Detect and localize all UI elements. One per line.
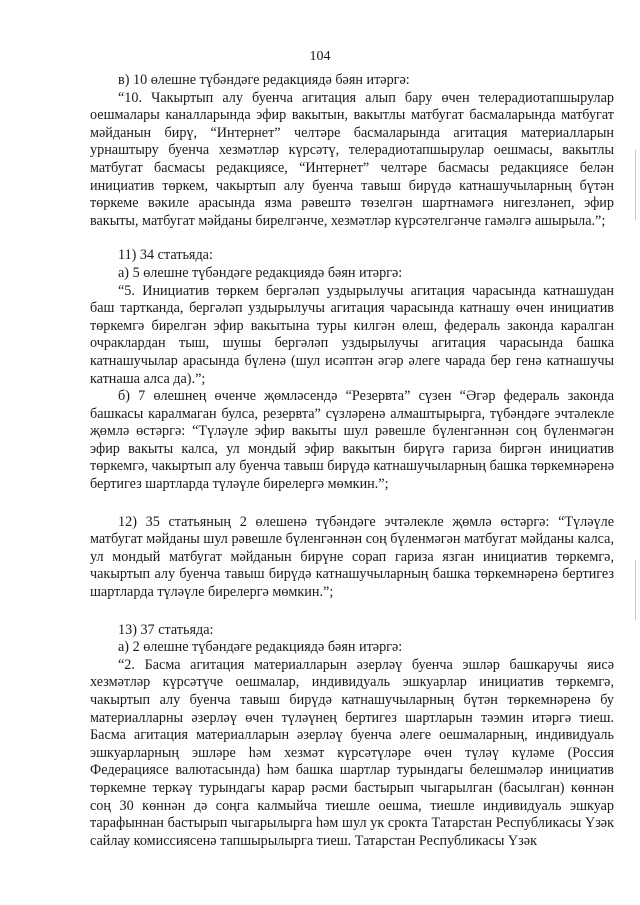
- document-body: [90, 72, 614, 850]
- scan-margin-mark: [635, 560, 636, 620]
- paragraph-article-34: 11) 34 статьяда:: [118, 247, 213, 264]
- paragraph-item-b-34: б) 7 өлешнең өченче җөмләсендә “Резервта” сүзен “Әгәр федераль законда башкасы каралмаган булса, резервта” сүзләренә алмаштырырга, түбәндәге эчтәлекле җөмлә өстәргә: “Түләүле эфир вакыты шул рәвешле бүленгәннән соң бүленмәгән эфир вакыты калса, ул мондый эфир вакытын бирүгә гариза биргән инициатив төркемгә, чакыртып алу буенча тавыш бирүдә катнашучыларның башка төркемнәренә бертигез шартларда түләүле бирелергә мөмкин.”;: [90, 388, 614, 493]
- page-number: 104: [309, 49, 331, 64]
- paragraph-quote-5: “5. Инициатив төркем бергәләп уздырылучы агитация чарасында катнашудан баш тартканда, бергәләп уздырылучы агитация чарасында катнашу өчен инициатив төркемгә бирелгән эфир вакытына туры килгән өлеш, федераль законда каралган очраклардан тыш, шушы бергәләп уздырылучы агитация чарасында башка катнашучылар арасында бүленә (шул исәптән әгәр әлеге чарада бер генә катнашучы катнаша алса да).”;: [90, 282, 614, 387]
- paragraph-item-a-34: а) 5 өлешне түбәндәге редакциядә бәян итәргә:: [118, 264, 403, 281]
- paragraph-article-35: 12) 35 статьяның 2 өлешенә түбәндәге эчтәлекле җөмлә өстәргә: “Түләүле матбугат мәйданы шул рәвешле бүленгәннән соң бүленмәгән матбугат мәйданы калса, ул мондый матбугат мәйданын бирүне сорап гариза язган инициатив төркемгә, чакыртып алу буенча тавыш бирүдә катнашучыларның башка төркемнәренә бертигез шартларда түләүле бирелергә мөмкин.”;: [90, 513, 614, 601]
- paragraph-item-v: в) 10 өлешне түбәндәге редакциядә бәян итәргә:: [118, 72, 410, 88]
- scan-margin-mark: [635, 150, 636, 220]
- paragraph-article-37: 13) 37 статьяда:: [118, 621, 214, 638]
- paragraph-quote-2: “2. Басма агитация материалларын әзерләү буенча эшләр башкаручы яисә хезмәтләр күрсәтүче оешмалар, индивидуаль эшкуарлар инициатив төркемгә, чакыртып алу буенча тавыш бирүдә катнашучыларның бүтән төркемнәренә бу материалларны әзерләү өчен түләүнең бертигез шартларын тәэмин итәргә тиеш. Басма агитация материалларын әзерләү буенча әлеге оешмаларның, индивидуаль эшкуарларның эшләре һәм хезмәт күрсәтүләре өчен түләү күләме (Россия Федерациясе валютасында) һәм башка шартлар турындагы белешмәләр инициатив төркемне теркәү турындагы карар рәсми бастырып чыгарылган (басылган) көннән соң 30 көннән дә соңга калмыйча тиешле оешма, тиешле индивидуаль эшкуар тарафыннан бастырып чыгарылырга һәм шул ук срокта Татарстан Республикасы Үзәк сайлау комиссиясенә тапшырылырга тиеш. Татарстан Республикасы Үзәк: [90, 656, 614, 849]
- paragraph-item-a-37: а) 2 өлешне түбәндәге редакциядә бәян итәргә:: [118, 639, 403, 656]
- paragraph-quote-10: “10. Чакыртып алу буенча агитация алып бару өчен телерадиотапшырулар оешмалары каналларында эфир вакытын, вакытлы матбугат басмаларында матбугат мәйданын бирү, “Интернет” челтәре басмаларында агитация материалларын урнаштыру буенча хезмәтләр күрсәтү, телерадиотапшырулар оешмасы, вакытлы матбугат басмасы редакциясе, “Интернет” челтәре басмасы редакциясе белән инициатив төркем, чакыртып алу буенча тавыш бирүдә катнашучыларның бүтән төркеме вәкиле арасында язма рәвештә төзелгән шартнамәгә нигезләнеп, эфир вакыты, матбугат мәйданы бирелгәнче, хезмәтләр күрсәтелгәнче гамәлгә ашырыла.”;: [90, 89, 614, 229]
